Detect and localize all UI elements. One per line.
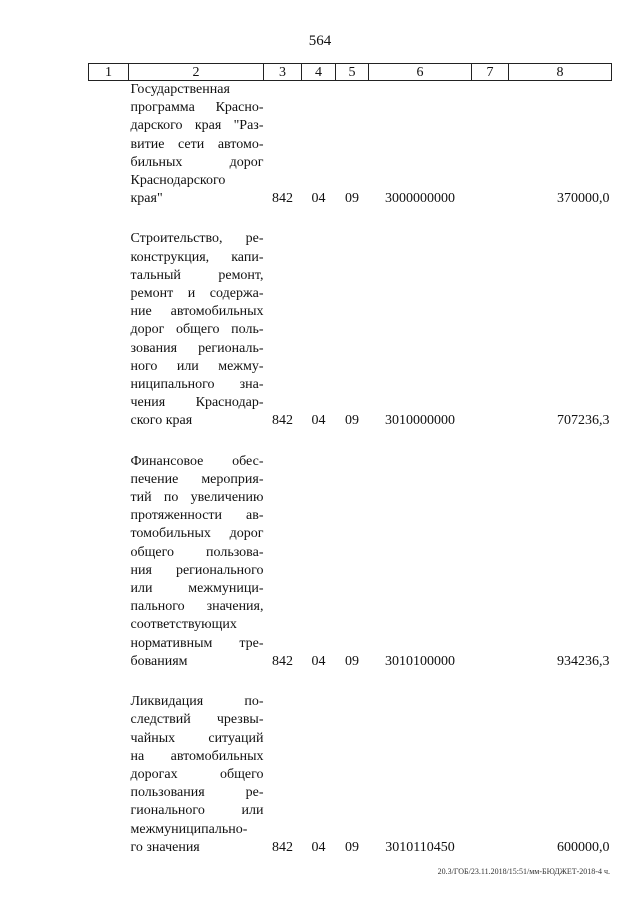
item-name-line: программа Красно- (130, 100, 264, 116)
cell-ministry-code: 842 (272, 653, 293, 669)
item-name-line: соответствующих (130, 617, 237, 633)
cell-ministry-code: 842 (272, 191, 293, 207)
column-header-3: 3 (264, 64, 302, 81)
item-name-line: ния регионального (130, 562, 264, 578)
item-name-line: конструкция, капи- (130, 249, 264, 265)
item-name-line: ского края (130, 413, 193, 429)
item-name-line: чения Краснодар- (130, 395, 264, 411)
item-name-line: нормативным тре- (130, 635, 264, 651)
row-spacer (89, 208, 612, 230)
column-header-6: 6 (369, 64, 472, 81)
item-name-line: томобильных дорог (130, 526, 264, 542)
row-spacer (89, 671, 612, 693)
item-name-line: зования региональ- (130, 340, 264, 356)
cell-target-article: 3010100000 (385, 653, 455, 669)
item-name-line: дорог общего поль- (130, 322, 264, 338)
item-name-line: Государственная (130, 82, 230, 97)
cell-expense-type (472, 81, 509, 209)
cell-section: 04 (311, 653, 326, 669)
column-header-1: 1 (89, 64, 129, 81)
item-name-line: Краснодарского (130, 173, 226, 189)
cell-subsection: 09 (345, 413, 359, 429)
cell-amount: 707236,3 (557, 413, 610, 429)
cell-ministry-code: 842 (272, 413, 293, 429)
item-name-line: Финансовое обес- (130, 453, 264, 469)
column-header-4: 4 (302, 64, 336, 81)
cell-col1 (89, 693, 129, 857)
item-name-line: межмуниципально- (130, 821, 248, 837)
cell-section: 04 (311, 191, 326, 207)
item-name-line: го значения (130, 839, 200, 855)
item-name-line: края" (130, 191, 163, 207)
cell-amount: 370000,0 (557, 191, 610, 207)
cell-amount: 600000,0 (557, 839, 610, 855)
cell-item-name (129, 230, 264, 430)
footer-stamp: 20.3/ГОБ/23.11.2018/15:51/мм-БЮДЖЕТ-2018-4 ч. (437, 867, 610, 876)
item-name-line: ние автомобильных (130, 304, 264, 320)
item-name-line: на автомобильных (130, 748, 264, 764)
item-name-line: дорогах общего (130, 766, 264, 782)
column-header-2: 2 (129, 64, 264, 81)
cell-item-name (129, 453, 264, 671)
item-name-line: тальный ремонт, (130, 267, 264, 283)
column-number-header-row (89, 64, 612, 81)
cell-section: 04 (311, 413, 326, 429)
item-name-line: дарского края "Раз- (130, 118, 264, 134)
cell-subsection: 09 (345, 653, 359, 669)
cell-ministry-code: 842 (272, 839, 293, 855)
page-number: 564 (308, 33, 332, 49)
item-name-line: Ликвидация по- (130, 694, 264, 710)
item-name-line: бованиям (130, 653, 188, 669)
cell-expense-type (472, 693, 509, 857)
cell-expense-type (472, 453, 509, 671)
table-row (89, 693, 612, 857)
item-name-line: ниципального зна- (130, 377, 264, 393)
row-spacer (89, 431, 612, 453)
cell-item-name (129, 81, 264, 209)
cell-col1 (89, 453, 129, 671)
column-header-5: 5 (336, 64, 369, 81)
item-name-line: гионального или (130, 803, 264, 819)
item-name-line: пального значения, (130, 599, 264, 615)
item-name-line: протяженности ав- (130, 508, 264, 524)
cell-amount: 934236,3 (557, 653, 610, 669)
column-header-8: 8 (509, 64, 612, 81)
item-name-line: следствий чрезвы- (130, 712, 264, 728)
column-header-7: 7 (472, 64, 509, 81)
cell-target-article: 3010000000 (385, 413, 455, 429)
cell-expense-type (472, 230, 509, 430)
item-name-line: печение мероприя- (130, 471, 264, 487)
cell-target-article: 3010110450 (385, 839, 455, 855)
cell-col1 (89, 81, 129, 209)
item-name-line: чайных ситуаций (130, 730, 264, 746)
item-name-line: или межмуници- (130, 581, 264, 597)
table-row (89, 81, 612, 209)
cell-item-name (129, 693, 264, 857)
item-name-line: ремонт и содержа- (130, 286, 264, 302)
item-name-line: ного или межму- (130, 358, 264, 374)
cell-target-article: 3000000000 (385, 191, 455, 207)
table-row (89, 230, 612, 430)
cell-subsection: 09 (345, 191, 359, 207)
item-name-line: витие сети автомо- (130, 136, 264, 152)
item-name-line: общего пользова- (130, 544, 264, 560)
budget-table (88, 63, 612, 857)
cell-subsection: 09 (345, 839, 359, 855)
item-name-line: бильных дорог (130, 154, 264, 170)
cell-section: 04 (311, 839, 326, 855)
item-name-line: Строительство, ре- (130, 231, 264, 247)
item-name-line: пользования ре- (130, 785, 264, 801)
cell-col1 (89, 230, 129, 430)
item-name-line: тий по увеличению (130, 490, 264, 506)
table-row (89, 453, 612, 671)
